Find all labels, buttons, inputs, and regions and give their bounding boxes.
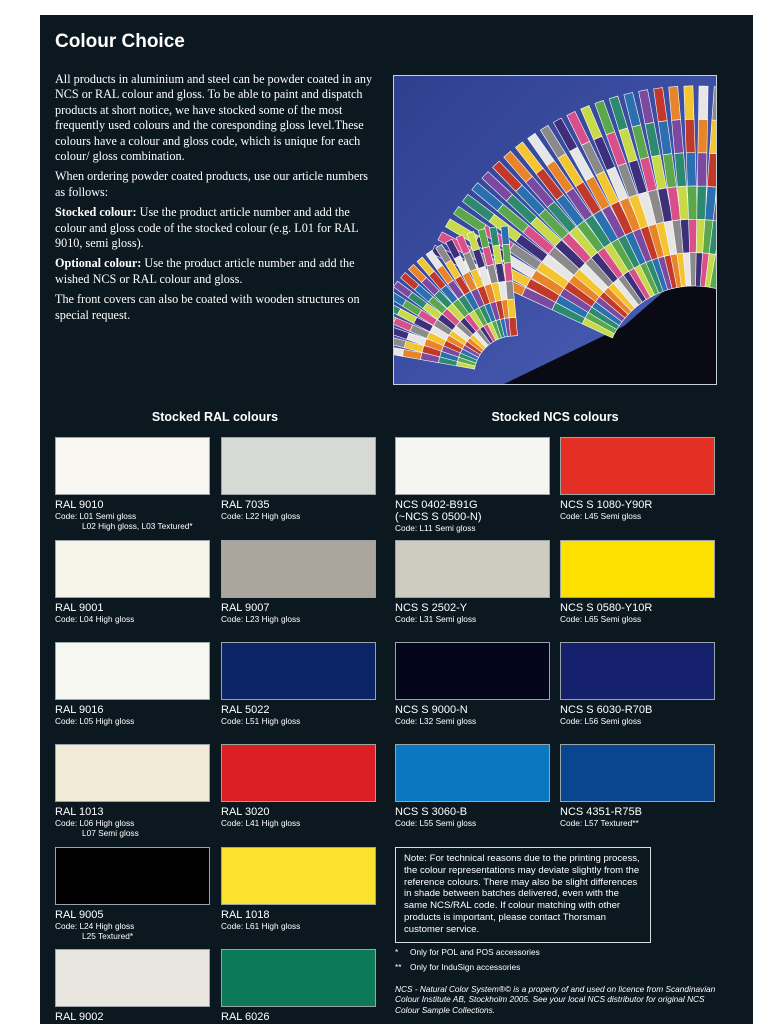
colour-chip [506, 281, 515, 300]
ral-label [55, 704, 215, 726]
colour-name: RAL 7035 [221, 499, 270, 511]
colour-code: Code: L65 Semi gloss [560, 614, 642, 624]
footnote-text: Only for InduSign accessories [410, 962, 521, 972]
ral-label [221, 909, 381, 931]
colour-code: Code: L24 High gloss [55, 921, 135, 931]
ral-label [221, 499, 381, 521]
colour-chip [509, 317, 518, 336]
colour-code: Code: L57 Textured** [560, 818, 639, 828]
optional-colour-label: Optional colour: [55, 256, 142, 271]
ncs-swatch [395, 540, 550, 598]
colour-name: RAL 9001 [55, 602, 104, 614]
ral-label [55, 806, 215, 838]
ncs-label [560, 704, 720, 726]
colour-fan-illustration [394, 76, 716, 384]
colour-name: NCS S 2502-Y [395, 602, 468, 614]
colour-chip [687, 186, 697, 220]
colour-code: Code: L61 High gloss [221, 921, 301, 931]
colour-code: Code: L05 High gloss [55, 716, 135, 726]
optional-colour-text: Use the product article number and add the wished NCS or RAL colour and gloss. [55, 256, 355, 286]
colour-code: Code: L41 High gloss [221, 818, 301, 828]
ral-label [221, 1011, 381, 1023]
colour-code-extra: L25 Textured* [82, 931, 134, 941]
ral-swatch [221, 744, 376, 802]
colour-name: RAL 1018 [221, 909, 270, 921]
ral-swatch [55, 847, 210, 905]
ncs-swatch [560, 437, 715, 495]
ncs-swatch [560, 642, 715, 700]
printing-note: Note: For technical reasons due to the printing process, the colour representations may deviate slightly from the reference colours. There may also be slight differences in shade between batches delivered, even with the same NCS/RAL code. If colour matching with other products is important, please contact Thorsman customer service. [395, 847, 651, 943]
ncs-credit: NCS - Natural Color System®© is a property of and used on licence from Scandinavian Colour Institute AB, Stockholm 2005. See your local NCS distributor for original NCS Colour Sample Collections. [395, 984, 716, 1015]
colour-chip [697, 186, 707, 219]
colour-fan-photo [393, 75, 717, 385]
ral-heading: Stocked RAL colours [151, 410, 279, 424]
ral-swatch [221, 437, 376, 495]
ral-swatch [55, 744, 210, 802]
footnote-pol-pos [395, 947, 540, 958]
ncs-label [560, 499, 720, 521]
intro-paragraph-2: When ordering powder coated products, use our article numbers as follows: [55, 169, 369, 199]
colour-name: NCS S 9000-N [395, 704, 468, 716]
colour-code-extra: L02 High gloss, L03 Textured* [82, 521, 193, 531]
colour-code: Code: L56 Semi gloss [560, 716, 642, 726]
colour-name: NCS 0402-B91G [395, 499, 478, 511]
colour-name: NCS S 1080-Y90R [560, 499, 653, 511]
ncs-swatch [395, 744, 550, 802]
ral-label [221, 704, 381, 726]
colour-name: NCS S 0580-Y10R [560, 602, 653, 614]
intro-paragraph-optional [55, 256, 373, 287]
colour-chip [686, 152, 696, 186]
colour-name: RAL 6026 [221, 1011, 270, 1023]
ncs-swatch [560, 540, 715, 598]
footnote-mark: * [395, 947, 399, 957]
ncs-label [560, 806, 720, 828]
intro-paragraph-1: All products in aluminium and steel can be powder coated in any NCS or RAL colour and gloss. To be able to paint and dispatch products at short notice, we have stocked some of the most frequently used colours and the coresponding gloss level.These colours have a colour and gloss code, which is unique for each colour/ gloss combination. [55, 72, 373, 164]
colour-code: Code: L51 High gloss [221, 716, 301, 726]
ral-label [55, 499, 215, 531]
colour-name-alt: (~NCS S 0500-N) [395, 511, 482, 523]
colour-chip [507, 299, 516, 318]
ncs-label [560, 602, 720, 624]
colour-code: Code: L55 Semi gloss [395, 818, 477, 828]
ral-swatch [55, 949, 210, 1007]
intro-paragraph-stocked [55, 205, 373, 251]
ncs-label [395, 499, 555, 533]
ral-swatch [221, 540, 376, 598]
footnote-text: Only for POL and POS accessories [410, 947, 540, 957]
ncs-label [395, 806, 555, 828]
page-title: Colour Choice [55, 31, 185, 52]
colour-name: RAL 9007 [221, 602, 270, 614]
colour-code: Code: L32 Semi gloss [395, 716, 477, 726]
colour-name: NCS 4351-R75B [560, 806, 642, 818]
stocked-colour-label: Stocked colour: [55, 205, 137, 220]
colour-name: RAL 9002 [55, 1011, 104, 1023]
ral-swatch [221, 949, 376, 1007]
colour-name: NCS S 6030-R70B [560, 704, 653, 716]
ral-label [221, 806, 381, 828]
colour-code: Code: L23 High gloss [221, 614, 301, 624]
intro-paragraph-5: The front covers can also be coated with wooden structures on special request. [55, 292, 360, 322]
colour-name: RAL 9016 [55, 704, 104, 716]
colour-name: RAL 5022 [221, 704, 270, 716]
ral-swatch [55, 642, 210, 700]
ral-swatch [221, 847, 376, 905]
ral-label [55, 909, 215, 941]
footnote-mark: ** [395, 962, 402, 972]
colour-code: Code: L06 High gloss [55, 818, 135, 828]
colour-code: Code: L01 Semi gloss [55, 511, 137, 521]
colour-name: RAL 1013 [55, 806, 104, 818]
colour-name: RAL 3020 [221, 806, 270, 818]
colour-code: Code: L22 High gloss [221, 511, 301, 521]
ncs-label [395, 704, 555, 726]
ncs-swatch [560, 744, 715, 802]
ncs-label [395, 602, 555, 624]
colour-code: Code: L45 Semi gloss [560, 511, 642, 521]
colour-chip [684, 86, 694, 120]
colour-chip [697, 153, 707, 186]
colour-chip [503, 244, 512, 263]
ral-swatch [221, 642, 376, 700]
ral-swatch [55, 437, 210, 495]
ral-label [55, 1011, 215, 1023]
colour-code: Code: L31 Semi gloss [395, 614, 477, 624]
colour-code: Code: L04 High gloss [55, 614, 135, 624]
footnote-indusign [395, 962, 520, 973]
colour-chip [685, 119, 695, 153]
ncs-swatch [395, 642, 550, 700]
colour-chip [504, 262, 513, 281]
ral-label [221, 602, 381, 624]
ncs-heading: Stocked NCS colours [491, 410, 619, 424]
colour-chip [698, 119, 708, 152]
colour-code-extra: L07 Semi gloss [82, 828, 139, 838]
ncs-swatch [395, 437, 550, 495]
colour-chip [501, 226, 510, 245]
colour-choice-panel [40, 15, 753, 1024]
ral-label [55, 602, 215, 624]
colour-chip [698, 86, 708, 119]
colour-code: Code: L11 Semi gloss [395, 523, 476, 533]
colour-name: NCS S 3060-B [395, 806, 468, 818]
colour-name: RAL 9005 [55, 909, 104, 921]
ral-swatch [55, 540, 210, 598]
intro-text [55, 72, 373, 328]
stocked-colour-text: Use the product article number and add the colour and gloss code of the stocked colour (e.g. L01 for RAL 9010, semi gloss). [55, 205, 359, 251]
colour-name: RAL 9010 [55, 499, 104, 511]
